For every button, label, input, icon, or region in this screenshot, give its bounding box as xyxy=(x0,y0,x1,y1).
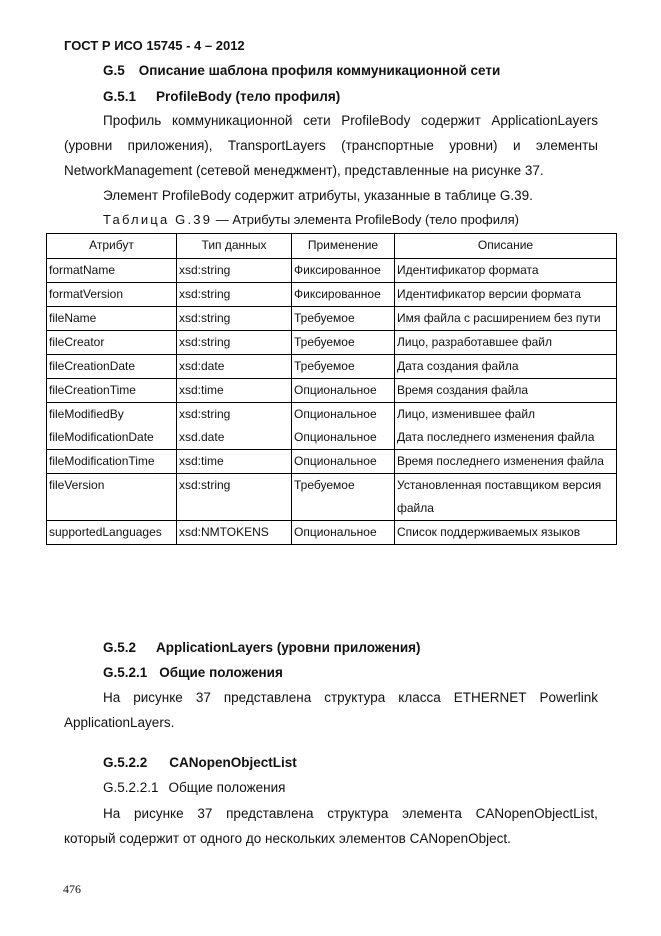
table-cell: xsd:string xyxy=(177,403,292,427)
table-cell: xsd:time xyxy=(177,450,292,474)
table-cell: Список поддерживаемых языков xyxy=(395,521,617,545)
table-row xyxy=(47,259,617,283)
table-caption xyxy=(103,212,519,227)
table-cell: xsd:string xyxy=(177,283,292,307)
table-cell: fileVersion xyxy=(47,474,177,521)
section-g522-heading xyxy=(103,755,297,770)
table-cell: Опциональное xyxy=(292,521,395,545)
table-row xyxy=(47,450,617,474)
table-cell: xsd:date xyxy=(177,355,292,379)
table-cell: Требуемое xyxy=(292,331,395,355)
table-cell: Опциональное xyxy=(292,379,395,403)
section-g5-heading xyxy=(103,63,500,78)
table-row xyxy=(47,331,617,355)
column-header: Описание xyxy=(395,234,617,259)
table-cell: Требуемое xyxy=(292,474,395,521)
section-number: G.5.2.2 xyxy=(103,755,148,770)
table-cell: Время последнего изменения файла xyxy=(395,450,617,474)
table-cell: fileModifiedBy xyxy=(47,403,177,427)
paragraph-3-line-2: ApplicationLayers. xyxy=(64,715,175,730)
section-title: CANopenObjectList xyxy=(169,755,297,770)
section-title: ApplicationLayers (уровни приложения) xyxy=(156,640,421,655)
table-row xyxy=(47,379,617,403)
table-cell: Опциональное xyxy=(292,426,395,450)
table-row xyxy=(47,521,617,545)
paragraph-1-line-2: (уровни приложения), TransportLayers (транспортные уровни) и элементы xyxy=(64,138,598,153)
table-cell: fileCreationTime xyxy=(47,379,177,403)
table-cell: Лицо, изменившее файл xyxy=(395,403,617,427)
table-cell: fileModificationDate xyxy=(47,426,177,450)
attributes-table xyxy=(46,233,617,545)
table-row xyxy=(47,355,617,379)
table-cell: Опциональное xyxy=(292,403,395,427)
table-cell: Идентификатор версии формата xyxy=(395,283,617,307)
table-cell: xsd:string xyxy=(177,259,292,283)
table-cell: Лицо, разработавшее файл xyxy=(395,331,617,355)
section-g52-heading xyxy=(103,640,421,655)
column-header: Атрибут xyxy=(47,234,177,259)
table-cell: Дата создания файла xyxy=(395,355,617,379)
table-cell: formatName xyxy=(47,259,177,283)
table-cell: xsd:string xyxy=(177,331,292,355)
table-cell: supportedLanguages xyxy=(47,521,177,545)
table-row xyxy=(47,426,617,450)
table-row xyxy=(47,474,617,521)
section-number: G.5.1 xyxy=(103,89,137,104)
table-cell: fileCreator xyxy=(47,331,177,355)
section-title: ProfileBody (тело профиля) xyxy=(156,89,341,104)
paragraph-1-line-1: Профиль коммуникационной сети ProfileBody содержит ApplicationLayers xyxy=(103,113,598,128)
table-cell: xsd:NMTOKENS xyxy=(177,521,292,545)
section-title: Общие положения xyxy=(159,665,283,680)
section-g5221-heading xyxy=(103,780,285,795)
table-cell: Фиксированное xyxy=(292,283,395,307)
table-cell: Дата последнего изменения файла xyxy=(395,426,617,450)
section-title: Описание шаблона профиля коммуникационной сети xyxy=(138,63,501,78)
paragraph-2: Элемент ProfileBody содержит атрибуты, указанные в таблице G.39. xyxy=(103,188,533,203)
document-header: ГОСТ Р ИСО 15745 - 4 – 2012 xyxy=(64,38,245,53)
table-cell: Время создания файла xyxy=(395,379,617,403)
table-cell: Фиксированное xyxy=(292,259,395,283)
section-g51-heading xyxy=(103,89,340,104)
table-cell: Установленная поставщиком версия файла xyxy=(395,474,617,521)
paragraph-1-line-3: NetworkManagement (сетевой менеджмент), представленные на рисунке 37. xyxy=(64,163,544,178)
table-cell: formatVersion xyxy=(47,283,177,307)
section-number: G.5.2.2.1 xyxy=(103,780,159,795)
table-cell: xsd.date xyxy=(177,426,292,450)
table-cell: Идентификатор формата xyxy=(395,259,617,283)
table-cell: fileCreationDate xyxy=(47,355,177,379)
table-header-row xyxy=(47,234,617,259)
table-caption-label: Таблица G.39 xyxy=(103,212,213,227)
paragraph-3-line-1: На рисунке 37 представлена структура класса ETHERNET Powerlink xyxy=(103,690,598,705)
table-cell: Требуемое xyxy=(292,307,395,331)
table-cell: xsd:time xyxy=(177,379,292,403)
section-number: G.5 xyxy=(103,63,125,78)
page-number: 476 xyxy=(63,882,81,896)
paragraph-4-line-2: который содержит от одного до нескольких элементов CANopenObject. xyxy=(64,831,511,846)
table-cell: fileName xyxy=(47,307,177,331)
table-caption-text: — Атрибуты элемента ProfileBody (тело профиля) xyxy=(212,212,519,227)
table-row xyxy=(47,403,617,427)
table-cell: xsd:string xyxy=(177,474,292,521)
table-row xyxy=(47,307,617,331)
table-cell: Имя файла с расширением без пути xyxy=(395,307,617,331)
table-cell: fileModificationTime xyxy=(47,450,177,474)
table-cell: xsd:string xyxy=(177,307,292,331)
paragraph-4-line-1: На рисунке 37 представлена структура элемента CANopenObjectList, xyxy=(103,806,598,821)
table-row xyxy=(47,283,617,307)
section-title: Общие положения xyxy=(168,780,286,795)
table-cell: Требуемое xyxy=(292,355,395,379)
column-header: Применение xyxy=(292,234,395,259)
table-cell: Опциональное xyxy=(292,450,395,474)
section-number: G.5.2 xyxy=(103,640,137,655)
section-number: G.5.2.1 xyxy=(103,665,148,680)
column-header: Тип данных xyxy=(177,234,292,259)
section-g521-heading xyxy=(103,665,283,680)
